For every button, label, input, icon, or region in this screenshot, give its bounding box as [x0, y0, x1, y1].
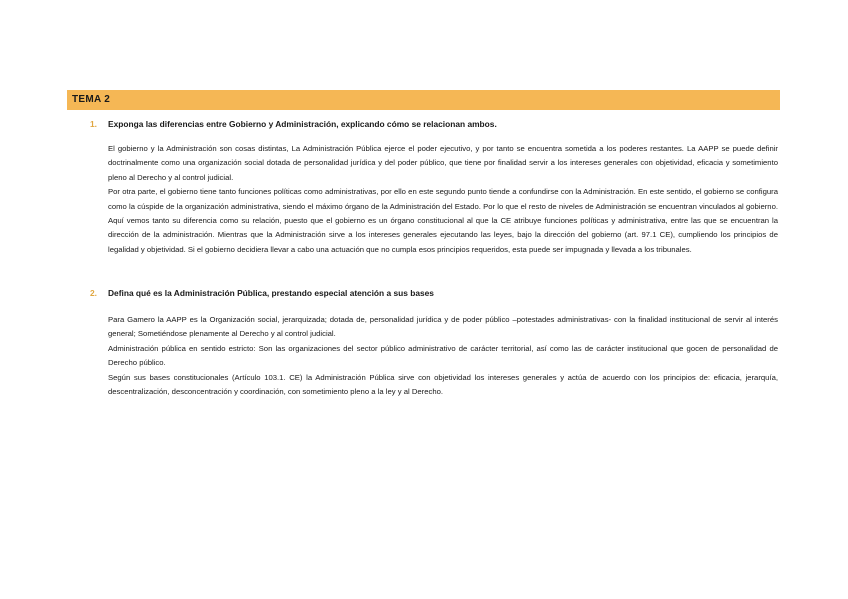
question-number: 1.: [90, 119, 97, 129]
section-header-bar: [67, 90, 780, 110]
answer-paragraph: Por otra parte, el gobierno tiene tanto funciones políticas como administrativas, por ello en este segundo punto tiende a confundirse con la Administración. En este sentido, el gobierno se configura como la cúspide de la organización administrativa, siendo el máximo órgano de la Administración del Estado. Por lo que el resto de niveles de Administración se encuentran vinculados al gobierno. Aquí vemos tanto su diferencia como su relación, puesto que el gobierno es un órgano constitucional al que la CE atribuye funciones políticas y administrativa, entre las que se encuentran la dirección de la administración. Mientras que la Administración sirve a los intereses generales ejecutando las leyes, bajo la dirección del gobierno (art. 97.1 CE), cumpliendo los principios de legalidad y objetividad. Si el gobierno decidiera llevar a cabo una actuación que no cumpla esos principios requeridos, esta puede ser impugnada y llevada a los tribunales.: [108, 187, 778, 254]
answer-2: [108, 313, 778, 399]
question-number: 2.: [90, 288, 97, 298]
answer-paragraph: Según sus bases constitucionales (Artículo 103.1. CE) la Administración Pública sirve con objetividad los intereses generales y actúa de acuerdo con los principios de: eficacia, jerarquía, descentralización, desconcentración y coordinación, con sometimiento pleno a la ley y al Derecho.: [108, 372, 778, 397]
question-text: Defina qué es la Administración Pública, prestando especial atención a sus bases: [108, 288, 434, 298]
answer-paragraph: El gobierno y la Administración son cosas distintas, La Administración Pública ejerce el poder ejecutivo, y por tanto se encuentra sometida a los poderes restantes. La AAPP se puede definir doctrinalmente como una organización social dotada de personalidad jurídica y del poder público, que tiene por finalidad servir a los intereses generales con objetividad, eficacia y sometimiento pleno al Derecho y al control judicial.: [108, 144, 778, 182]
question-text: Exponga las diferencias entre Gobierno y Administración, explicando cómo se relacionan ambos.: [108, 119, 497, 129]
answer-paragraph: Administración pública en sentido estricto: Son las organizaciones del sector público administrativo de carácter territorial, así como las de carácter institucional que gocen de personalidad de Derecho público.: [108, 343, 778, 368]
answer-1: [108, 142, 778, 257]
section-title: TEMA 2: [72, 94, 111, 105]
answer-paragraph: Para Gamero la AAPP es la Organización social, jerarquizada; dotada de, personalidad jurídica y de poder público –potestades administrativas- con la finalidad institucional de servir al interés general; Sometiéndose plenamente al Derecho y al control judicial.: [108, 315, 778, 339]
